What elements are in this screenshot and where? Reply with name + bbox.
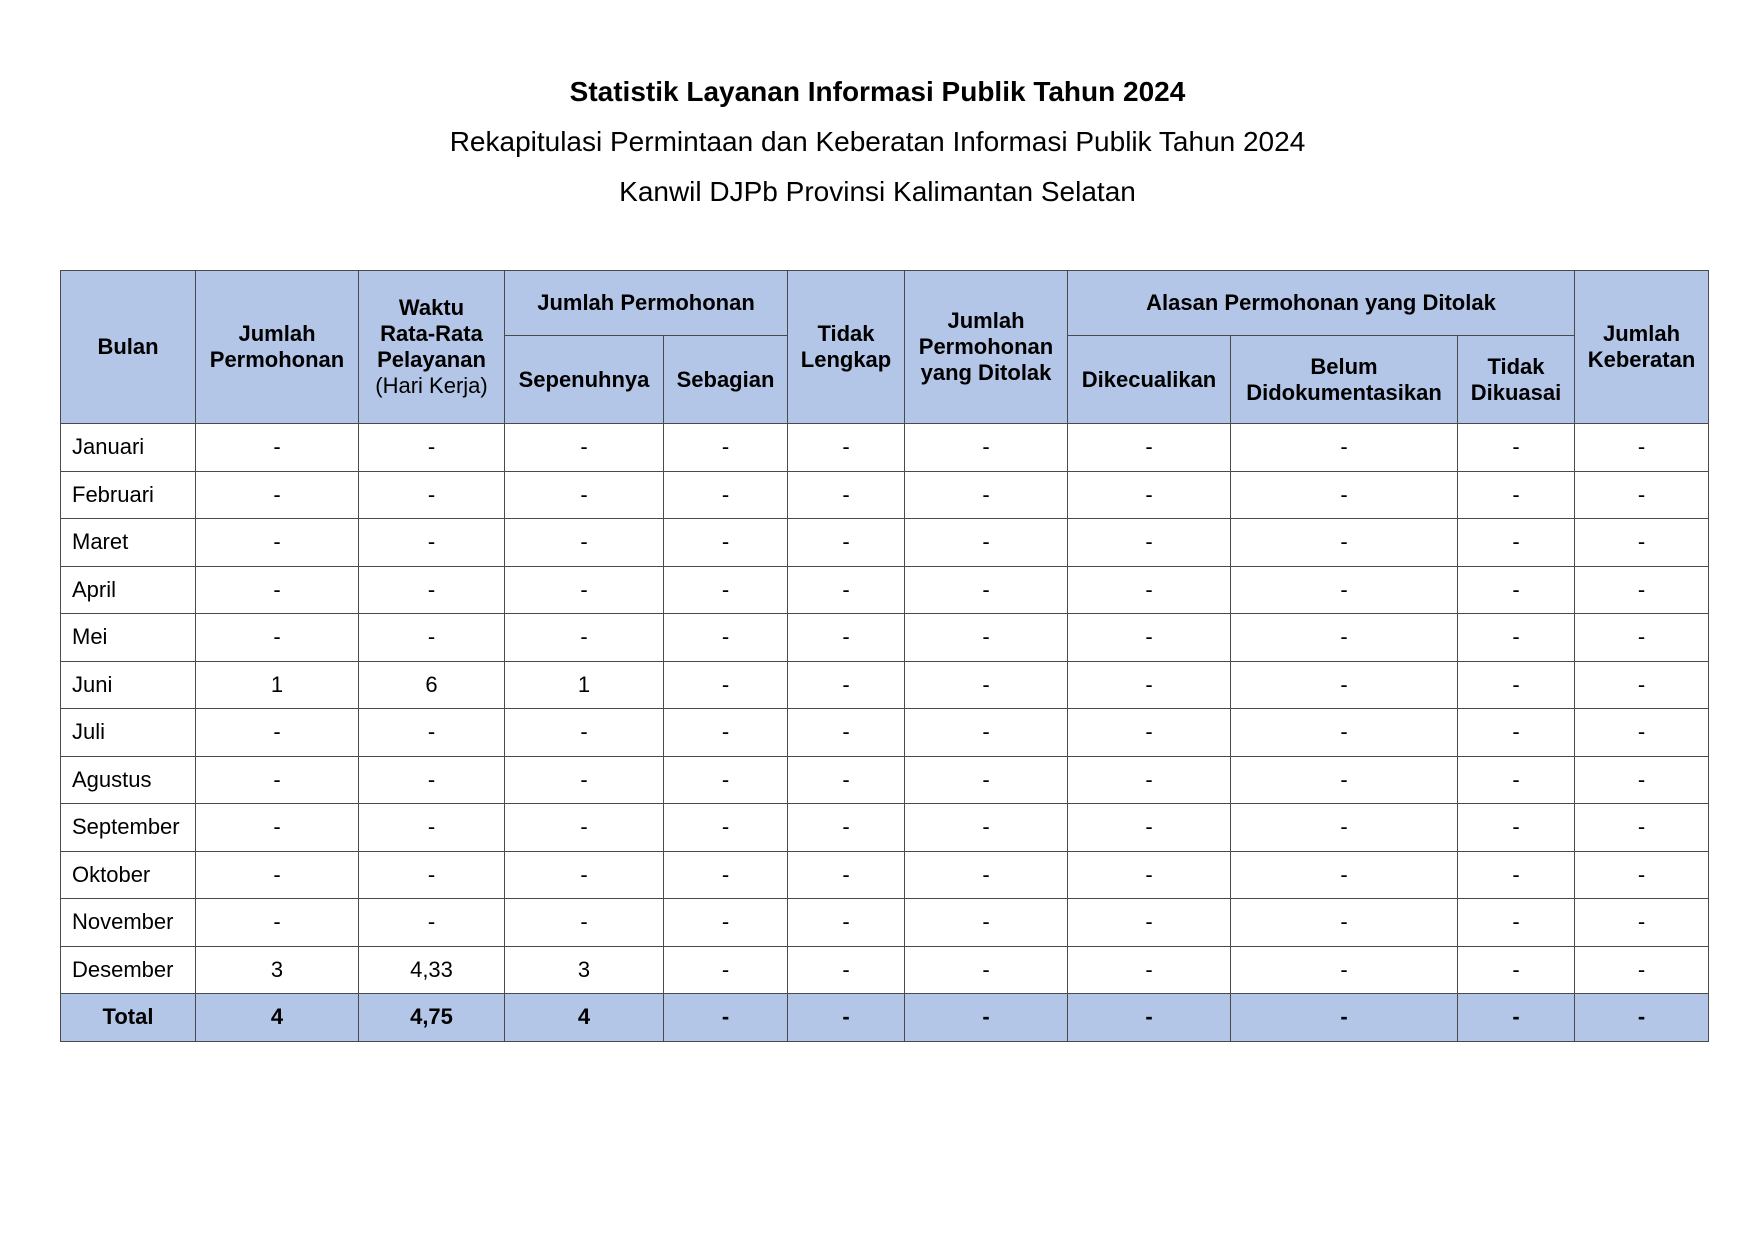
header-group-alasan: Alasan Permohonan yang Ditolak (1068, 271, 1575, 336)
cell-dikecualikan: - (1068, 709, 1231, 757)
cell-sepenuhnya: - (505, 709, 664, 757)
cell-tidak-lengkap: - (788, 566, 905, 614)
cell-tidak-dikuasai: - (1458, 899, 1575, 947)
table-row (61, 851, 1709, 899)
page-title: Statistik Layanan Informasi Publik Tahun 2024 (569, 76, 1186, 107)
cell-waktu-rata-rata: - (359, 709, 505, 757)
cell-jumlah-keberatan: - (1575, 994, 1709, 1042)
table-header (61, 271, 1709, 424)
cell-jumlah-keberatan: - (1575, 756, 1709, 804)
cell-jumlah-permohonan: - (196, 851, 359, 899)
cell-waktu-rata-rata: - (359, 804, 505, 852)
cell-tidak-lengkap: - (788, 661, 905, 709)
cell-jumlah-permohonan: - (196, 566, 359, 614)
cell-belum-didokumentasikan: - (1231, 899, 1458, 947)
cell-waktu-rata-rata: - (359, 519, 505, 567)
header-tidak-dikuasai (1458, 336, 1575, 424)
cell-tidak-lengkap: - (788, 709, 905, 757)
cell-belum-didokumentasikan: - (1231, 471, 1458, 519)
table-row (61, 614, 1709, 662)
cell-sebagian: - (664, 424, 788, 472)
month-cell: September (61, 804, 196, 852)
cell-tidak-lengkap: - (788, 804, 905, 852)
cell-jumlah-permohonan: 4 (196, 994, 359, 1042)
cell-sepenuhnya: - (505, 471, 664, 519)
table-row (61, 471, 1709, 519)
header-bulan: Bulan (61, 271, 196, 424)
header-tidak-dikuasai-line1: Tidak (1487, 353, 1545, 379)
cell-jumlah-keberatan: - (1575, 899, 1709, 947)
cell-sepenuhnya: - (505, 804, 664, 852)
cell-sepenuhnya: - (505, 614, 664, 662)
cell-sebagian: - (664, 756, 788, 804)
cell-belum-didokumentasikan: - (1231, 804, 1458, 852)
cell-sepenuhnya: 3 (505, 946, 664, 994)
cell-permohonan-ditolak: - (905, 994, 1068, 1042)
header-ditolak-line3: yang Ditolak (920, 360, 1052, 385)
cell-dikecualikan: - (1068, 471, 1231, 519)
cell-sepenuhnya: - (505, 566, 664, 614)
cell-sepenuhnya: 4 (505, 994, 664, 1042)
cell-dikecualikan: - (1068, 946, 1231, 994)
office-name: Kanwil DJPb Provinsi Kalimantan Selatan (619, 176, 1136, 207)
cell-waktu-rata-rata: - (359, 756, 505, 804)
table-row (61, 756, 1709, 804)
cell-jumlah-permohonan: - (196, 614, 359, 662)
cell-belum-didokumentasikan: - (1231, 756, 1458, 804)
cell-waktu-rata-rata: - (359, 851, 505, 899)
cell-sebagian: - (664, 994, 788, 1042)
cell-belum-didokumentasikan: - (1231, 614, 1458, 662)
cell-permohonan-ditolak: - (905, 946, 1068, 994)
cell-permohonan-ditolak: - (905, 851, 1068, 899)
header-jumlah-permohonan (196, 271, 359, 424)
cell-dikecualikan: - (1068, 614, 1231, 662)
month-cell: Oktober (61, 851, 196, 899)
cell-permohonan-ditolak: - (905, 661, 1068, 709)
month-cell: April (61, 566, 196, 614)
cell-jumlah-keberatan: - (1575, 424, 1709, 472)
page-subtitle: Rekapitulasi Permintaan dan Keberatan Informasi Publik Tahun 2024 (449, 126, 1306, 157)
cell-sebagian: - (664, 661, 788, 709)
table-row (61, 566, 1709, 614)
cell-dikecualikan: - (1068, 661, 1231, 709)
cell-belum-didokumentasikan: - (1231, 946, 1458, 994)
cell-jumlah-permohonan: - (196, 471, 359, 519)
table-row (61, 424, 1709, 472)
cell-jumlah-keberatan: - (1575, 519, 1709, 567)
month-cell: Juni (61, 661, 196, 709)
cell-belum-didokumentasikan: - (1231, 661, 1458, 709)
month-cell: Februari (61, 471, 196, 519)
cell-belum-didokumentasikan: - (1231, 994, 1458, 1042)
cell-permohonan-ditolak: - (905, 709, 1068, 757)
table-row (61, 519, 1709, 567)
cell-sebagian: - (664, 709, 788, 757)
cell-dikecualikan: - (1068, 519, 1231, 567)
cell-permohonan-ditolak: - (905, 756, 1068, 804)
cell-jumlah-permohonan: - (196, 899, 359, 947)
cell-sebagian: - (664, 946, 788, 994)
cell-tidak-lengkap: - (788, 471, 905, 519)
cell-jumlah-keberatan: - (1575, 946, 1709, 994)
header-jumlah-keberatan (1575, 271, 1709, 424)
cell-dikecualikan: - (1068, 804, 1231, 852)
header-belum-line1: Belum (1310, 353, 1378, 379)
header-tidak-lengkap-line2: Lengkap (800, 347, 892, 372)
cell-sebagian: - (664, 566, 788, 614)
cell-tidak-dikuasai: - (1458, 709, 1575, 757)
cell-sebagian: - (664, 851, 788, 899)
cell-belum-didokumentasikan: - (1231, 851, 1458, 899)
cell-belum-didokumentasikan: - (1231, 519, 1458, 567)
header-jumlah-permohonan-line1: Jumlah (238, 321, 316, 346)
cell-dikecualikan: - (1068, 994, 1231, 1042)
cell-tidak-dikuasai: - (1458, 756, 1575, 804)
cell-jumlah-keberatan: - (1575, 614, 1709, 662)
header-belum-line2: Didokumentasikan (1246, 379, 1442, 405)
header-tidak-dikuasai-line2: Dikuasai (1470, 379, 1562, 405)
statistics-table (60, 270, 1709, 1042)
cell-tidak-lengkap: - (788, 614, 905, 662)
cell-waktu-rata-rata: 4,75 (359, 994, 505, 1042)
cell-jumlah-keberatan: - (1575, 851, 1709, 899)
table-row (61, 946, 1709, 994)
table-row (61, 661, 1709, 709)
cell-sepenuhnya: 1 (505, 661, 664, 709)
cell-permohonan-ditolak: - (905, 566, 1068, 614)
header-tidak-lengkap (788, 271, 905, 424)
cell-sepenuhnya: - (505, 756, 664, 804)
cell-jumlah-permohonan: - (196, 804, 359, 852)
header-tidak-lengkap-line1: Tidak (817, 321, 875, 346)
cell-waktu-rata-rata: - (359, 566, 505, 614)
cell-sebagian: - (664, 614, 788, 662)
table-body (61, 424, 1709, 1042)
header-jumlah-permohonan-line2: Permohonan (209, 347, 345, 372)
cell-sepenuhnya: - (505, 851, 664, 899)
header-ditolak-line2: Permohonan (918, 334, 1054, 359)
cell-tidak-dikuasai: - (1458, 471, 1575, 519)
cell-jumlah-permohonan: - (196, 756, 359, 804)
cell-tidak-lengkap: - (788, 424, 905, 472)
cell-tidak-dikuasai: - (1458, 614, 1575, 662)
cell-dikecualikan: - (1068, 756, 1231, 804)
cell-jumlah-keberatan: - (1575, 471, 1709, 519)
header-belum-didokumentasikan (1231, 336, 1458, 424)
cell-waktu-rata-rata: - (359, 899, 505, 947)
cell-dikecualikan: - (1068, 424, 1231, 472)
header-group-jumlah-permohonan: Jumlah Permohonan (505, 271, 788, 336)
cell-dikecualikan: - (1068, 851, 1231, 899)
cell-tidak-dikuasai: - (1458, 994, 1575, 1042)
month-cell: Desember (61, 946, 196, 994)
cell-tidak-lengkap: - (788, 851, 905, 899)
header-waktu-unit: (Hari Kerja) (375, 373, 488, 398)
header-sepenuhnya: Sepenuhnya (505, 336, 664, 424)
cell-belum-didokumentasikan: - (1231, 424, 1458, 472)
cell-jumlah-permohonan: - (196, 424, 359, 472)
cell-waktu-rata-rata: - (359, 471, 505, 519)
cell-tidak-lengkap: - (788, 946, 905, 994)
cell-waktu-rata-rata: - (359, 614, 505, 662)
cell-waktu-rata-rata: 4,33 (359, 946, 505, 994)
cell-jumlah-permohonan: 3 (196, 946, 359, 994)
month-cell: Maret (61, 519, 196, 567)
cell-permohonan-ditolak: - (905, 424, 1068, 472)
total-row (61, 994, 1709, 1042)
cell-permohonan-ditolak: - (905, 471, 1068, 519)
cell-tidak-lengkap: - (788, 519, 905, 567)
cell-waktu-rata-rata: - (359, 424, 505, 472)
total-label: Total (61, 994, 196, 1042)
cell-permohonan-ditolak: - (905, 614, 1068, 662)
header-keberatan-line1: Jumlah (1602, 321, 1681, 346)
table-row (61, 899, 1709, 947)
cell-jumlah-keberatan: - (1575, 804, 1709, 852)
cell-belum-didokumentasikan: - (1231, 709, 1458, 757)
header-keberatan-line2: Keberatan (1587, 347, 1696, 372)
cell-tidak-lengkap: - (788, 994, 905, 1042)
cell-sebagian: - (664, 899, 788, 947)
cell-tidak-dikuasai: - (1458, 946, 1575, 994)
header-waktu-line3: Pelayanan (377, 347, 486, 372)
cell-jumlah-permohonan: - (196, 519, 359, 567)
cell-tidak-dikuasai: - (1458, 424, 1575, 472)
cell-tidak-dikuasai: - (1458, 851, 1575, 899)
cell-dikecualikan: - (1068, 566, 1231, 614)
cell-sebagian: - (664, 804, 788, 852)
month-cell: November (61, 899, 196, 947)
cell-belum-didokumentasikan: - (1231, 566, 1458, 614)
cell-sepenuhnya: - (505, 899, 664, 947)
header-dikecualikan: Dikecualikan (1068, 336, 1231, 424)
header-waktu-line2: Rata-Rata (380, 321, 483, 346)
cell-jumlah-permohonan: 1 (196, 661, 359, 709)
cell-jumlah-keberatan: - (1575, 661, 1709, 709)
cell-permohonan-ditolak: - (905, 804, 1068, 852)
cell-tidak-dikuasai: - (1458, 566, 1575, 614)
header-permohonan-ditolak (905, 271, 1068, 424)
cell-sepenuhnya: - (505, 424, 664, 472)
header-sebagian: Sebagian (664, 336, 788, 424)
cell-tidak-dikuasai: - (1458, 519, 1575, 567)
cell-permohonan-ditolak: - (905, 519, 1068, 567)
month-cell: Mei (61, 614, 196, 662)
cell-permohonan-ditolak: - (905, 899, 1068, 947)
month-cell: Agustus (61, 756, 196, 804)
header-waktu-rata-rata (359, 271, 505, 424)
header-ditolak-line1: Jumlah (947, 308, 1025, 333)
month-cell: Januari (61, 424, 196, 472)
cell-jumlah-permohonan: - (196, 709, 359, 757)
cell-sebagian: - (664, 471, 788, 519)
header-waktu-line1: Waktu (398, 295, 465, 320)
table-row (61, 709, 1709, 757)
cell-tidak-dikuasai: - (1458, 661, 1575, 709)
cell-tidak-dikuasai: - (1458, 804, 1575, 852)
month-cell: Juli (61, 709, 196, 757)
cell-tidak-lengkap: - (788, 899, 905, 947)
cell-sebagian: - (664, 519, 788, 567)
cell-jumlah-keberatan: - (1575, 709, 1709, 757)
cell-dikecualikan: - (1068, 899, 1231, 947)
cell-tidak-lengkap: - (788, 756, 905, 804)
cell-jumlah-keberatan: - (1575, 566, 1709, 614)
table-row (61, 804, 1709, 852)
cell-sepenuhnya: - (505, 519, 664, 567)
cell-waktu-rata-rata: 6 (359, 661, 505, 709)
